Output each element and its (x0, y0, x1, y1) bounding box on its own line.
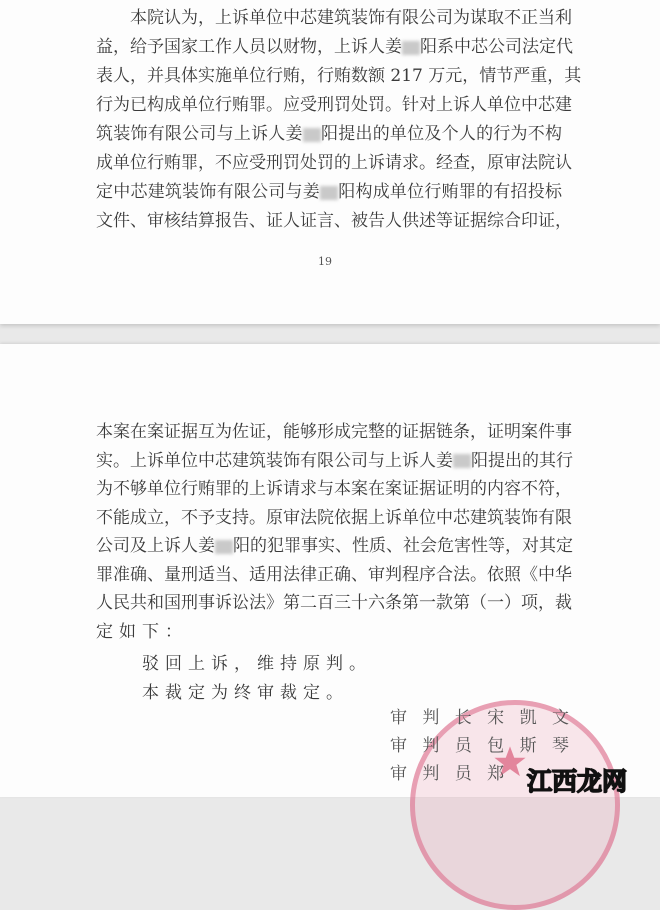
signature-char: 凯 (519, 708, 537, 728)
signature-char: 判 (422, 736, 440, 756)
redacted-name (453, 454, 471, 468)
text-line (96, 65, 582, 87)
text-segment: 阳的犯罪事实、性质、社会危害性等，对其定 (233, 536, 573, 556)
text-segment: 为不够单位行贿罪的上诉请求与本案在案证据证明的内容不符， (96, 479, 572, 499)
text-line (96, 421, 572, 443)
signature-char: 员 (454, 764, 472, 784)
redacted-name (215, 540, 233, 554)
text-line (96, 152, 572, 174)
text-segment: 阳提出的单位及个人的行为不构 (320, 124, 563, 144)
signature-char: 郑 (487, 764, 505, 784)
text-segment: 本案在案证据互为佐证，能够形成完整的证据链条，证明案件事 (96, 422, 572, 442)
text-segment: 本院认为，上诉单位中芯建筑装饰有限公司为谋取不正当利 (96, 8, 572, 28)
text-segment: 驳回上诉，维持原判。 (96, 654, 372, 674)
text-segment: 阳提出的其行 (471, 450, 573, 471)
text-segment: 阳构成单位行贿罪的有招投标 (338, 182, 562, 202)
text-line (96, 210, 572, 232)
signature-char: 长 (454, 708, 472, 728)
text-line (96, 36, 573, 58)
text-segment: 筑装饰有限公司与上诉人姜 (96, 124, 303, 144)
text-segment: 定中芯建筑装饰有限公司与姜 (96, 182, 320, 202)
watermark-part1: 江西 (527, 767, 578, 796)
text-line (96, 123, 562, 145)
signature-char: 宋 (487, 708, 505, 728)
redacted-name (320, 186, 338, 200)
text-segment: 行为已构成单位行贿罪。应受刑罚处罚。针对上诉人单位中芯建 (96, 95, 572, 115)
signature-char: 判 (422, 708, 440, 728)
text-segment: 罪准确、量刑适当、适用法律正确、审判程序合法。依照《中华 (96, 564, 572, 585)
signature-char: 琴 (551, 736, 569, 756)
redacted-name (402, 41, 420, 55)
signature-char: 文 (551, 708, 569, 728)
signature-char: 斯 (519, 736, 537, 756)
text-line (96, 535, 573, 557)
text-segment: 阳系中芯公司法定代 (420, 37, 573, 57)
signature-char: 员 (454, 736, 472, 756)
text-line (96, 564, 572, 586)
text-line (96, 478, 572, 500)
text-line (96, 450, 573, 472)
signature-char: 审 (390, 708, 407, 728)
text-segment: 公司及上诉人姜 (96, 536, 215, 556)
text-segment: 实。上诉单位中芯建筑装饰有限公司与上诉人姜 (96, 450, 453, 471)
text-segment: 本裁定为终审裁定。 (96, 683, 349, 703)
text-line (96, 653, 562, 675)
signature-line (390, 707, 570, 729)
watermark-logo (527, 769, 627, 795)
text-segment: 成单位行贿罪，不应受刑罚处罚的上诉请求。经查，原审法院认 (96, 153, 572, 173)
watermark-part2: 龙网 (577, 767, 628, 796)
document-page-19 (0, 0, 660, 324)
text-segment: 不能成立，不予支持。原审法院依据上诉单位中芯建筑装饰有限 (96, 507, 572, 528)
text-line (96, 181, 562, 203)
text-segment: 表人，并具体实施单位行贿，行贿数额 217 万元，情节严重，其 (96, 66, 582, 86)
text-line (96, 682, 562, 704)
redacted-name (303, 128, 321, 142)
text-line (96, 592, 572, 614)
text-line (96, 94, 572, 116)
page-number: 19 (318, 255, 332, 268)
court-seal (410, 700, 620, 910)
signature-char: 审 (390, 736, 407, 756)
text-segment: 定如下： (96, 621, 188, 642)
text-line (96, 621, 562, 643)
text-line (96, 7, 572, 29)
text-segment: 文件、审核结算报告、证人证言、被告人供述等证据综合印证， (96, 211, 572, 231)
signature-char: 判 (422, 764, 440, 784)
text-line (96, 507, 572, 529)
text-segment: 益，给予国家工作人员以财物，上诉人姜 (96, 37, 402, 57)
signature-char: 审 (390, 764, 407, 784)
signature-char: 包 (487, 736, 505, 756)
text-segment: 人民共和国刑事诉讼法》第二百三十六条第一款第（一）项，裁 (96, 593, 572, 613)
signature-line (390, 735, 570, 757)
